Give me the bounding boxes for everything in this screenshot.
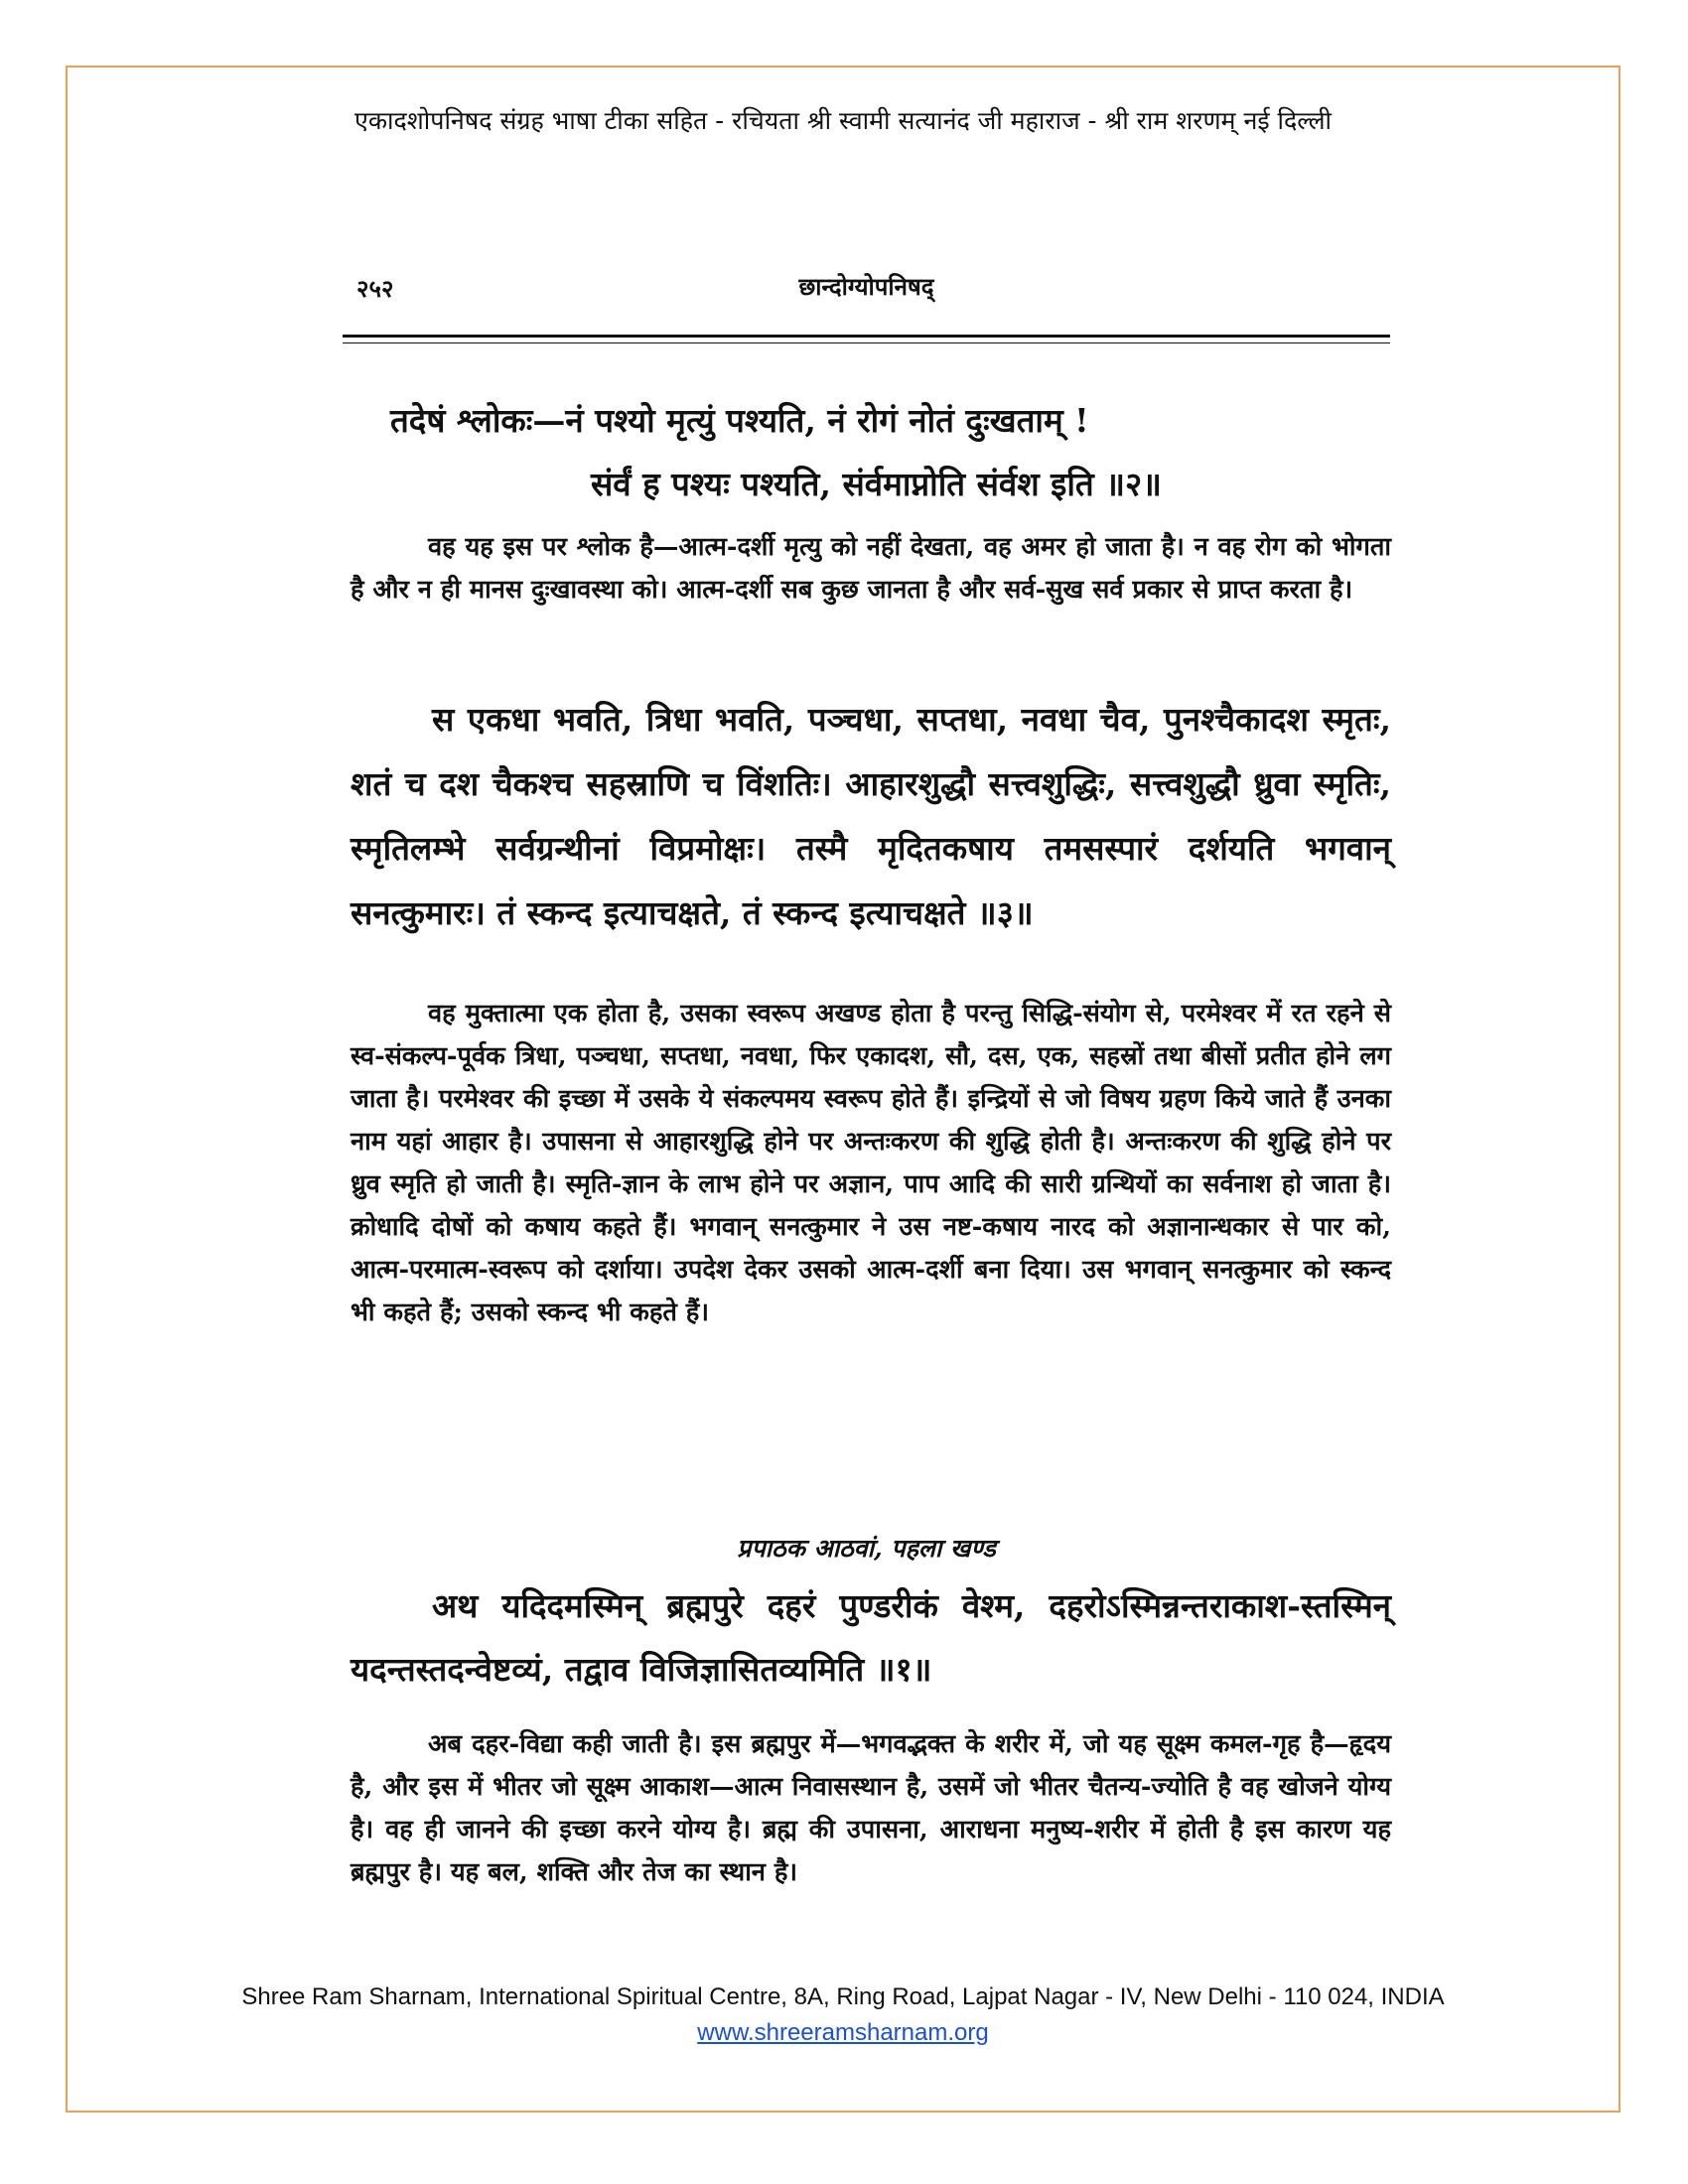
footer-address: Shree Ram Sharnam, International Spiritual Centre, 8A, Ring Road, Lajpat Nagar - IV, New Delhi - 110 024, INDIA [241, 1983, 1445, 2010]
page-number: २५२ [356, 274, 394, 303]
scanned-page [343, 260, 1390, 1938]
verse-1-new-section: अथ यदिदमस्मिन् ब्रह्मपुरे दहरं पुण्डरीकं वेश्म, दहरोऽस्मिन्नन्तराकाश-स्तस्मिन् यदन्तस्तदन्वेष्टव्यं, तद्वाव विजिज्ञासितव्यमिति ॥१॥ [351, 1586, 1391, 1689]
translation-verse-1-new-section: अब दहर-विद्या कही जाती है। इस ब्रह्मपुर में—भगवद्भक्त के शरीर में, जो यह सूक्ष्म कमल-गृह है—हृदय है, और इस में भीतर जो सूक्ष्म आकाश—आत्म निवासस्थान है, उसमें जो भीतर चैतन्य-ज्योति है वह खोजने योग्य है। वह ही जानने की इच्छा करने योग्य है। ब्रह्म की उपासना, आराधना मनुष्य-शरीर में होती है इस कारण यह ब्रह्मपुर है। यह बल, शक्ति और तेज का स्थान है। [351, 1729, 1391, 1887]
section-heading: प्रपाठक आठवां, पहला खण्ड [737, 1534, 996, 1563]
header-rule-thick [343, 335, 1390, 338]
translation-verse-2: वह यह इस पर श्लोक है—आत्म-दर्शी मृत्यु को नहीं देखता, वह अमर हो जाता है। न वह रोग को भोगता है और न ही मानस दुःखावस्था को। आत्म-दर्शी सब कुछ जानता है और सर्व-सुख सर्व प्रकार से प्राप्त करता है। [351, 532, 1391, 605]
verse-2-line-1: तदेषं श्लोकः—नं पश्यो मृत्युं पश्यति, नं रोगं नोतं दुःखताम् ! [390, 401, 1089, 440]
footer-website [66, 2019, 1620, 2047]
translation-verse-3: वह मुक्तात्मा एक होता है, उसका स्वरूप अखण्ड होता है परन्तु सिद्धि-संयोग से, परमेश्वर में रत रहने से स्व-संकल्प-पूर्वक त्रिधा, पञ्चधा, सप्तधा, नवधा, फिर एकादश, सौ, दस, एक, सहस्रों तथा बीसों प्रतीत होने लग जाता है। परमेश्वर की इच्छा में उसके ये संकल्पमय स्वरूप होते हैं। इन्द्रियों से जो विषय ग्रहण किये जाते हैं उनका नाम यहां आहार है। उपासना से आहारशुद्धि होने पर अन्तःकरण की शुद्धि होती है। अन्तःकरण की शुद्धि होने पर ध्रुव स्मृति हो जाती है। स्मृति-ज्ञान के लाभ होने पर अज्ञान, पाप आदि की सारी ग्रन्थियों का सर्वनाश हो जाता है। क्रोधादि दोषों को कषाय कहते हैं। भगवान् सनत्कुमार ने उस नष्ट-कषाय नारद को अज्ञानान्धकार से पार को, आत्म-परमात्म-स्वरूप को दर्शाया। उपदेश देकर उसको आत्म-दर्शी बना दिया। उस भगवान् सनत्कुमार को स्कन्द भी कहते हैं; उसको स्कन्द भी कहते हैं। [351, 999, 1391, 1327]
verse-2-line-2: संर्वं ह पश्यः पश्यति, संर्वमाप्नोति संर्वश इति ॥२॥ [591, 465, 1162, 503]
verse-3: स एकधा भवति, त्रिधा भवति, पञ्चधा, सप्तधा, नवधा चैव, पुनश्चैकादश स्मृतः, शतं च दश चैकश्च सहस्राणि च विंशतिः। आहारशुद्धौ सत्त्वशुद्धिः, सत्त्वशुद्धौ ध्रुवा स्मृतिः, स्मृतिलम्भे सर्वग्रन्थीनां विप्रमोक्षः। तस्मै मृदितकषाय तमसस्पारं दर्शयति भगवान् सनत्कुमारः। तं स्कन्द इत्याचक्षते, तं स्कन्द इत्याचक्षते ॥३॥ [351, 700, 1391, 932]
running-head [343, 260, 1390, 303]
running-title: छान्दोग्योपनिषद् [798, 272, 934, 301]
website-link[interactable]: www.shreeramsharnam.org [697, 2019, 989, 2046]
document-header: एकादशोपनिषद संग्रह भाषा टीका सहित - रचियता श्री स्वामी सत्यानंद जी महाराज - श्री राम शरणम् नई दिल्ली [354, 106, 1332, 135]
header-rule-thin [343, 342, 1390, 343]
